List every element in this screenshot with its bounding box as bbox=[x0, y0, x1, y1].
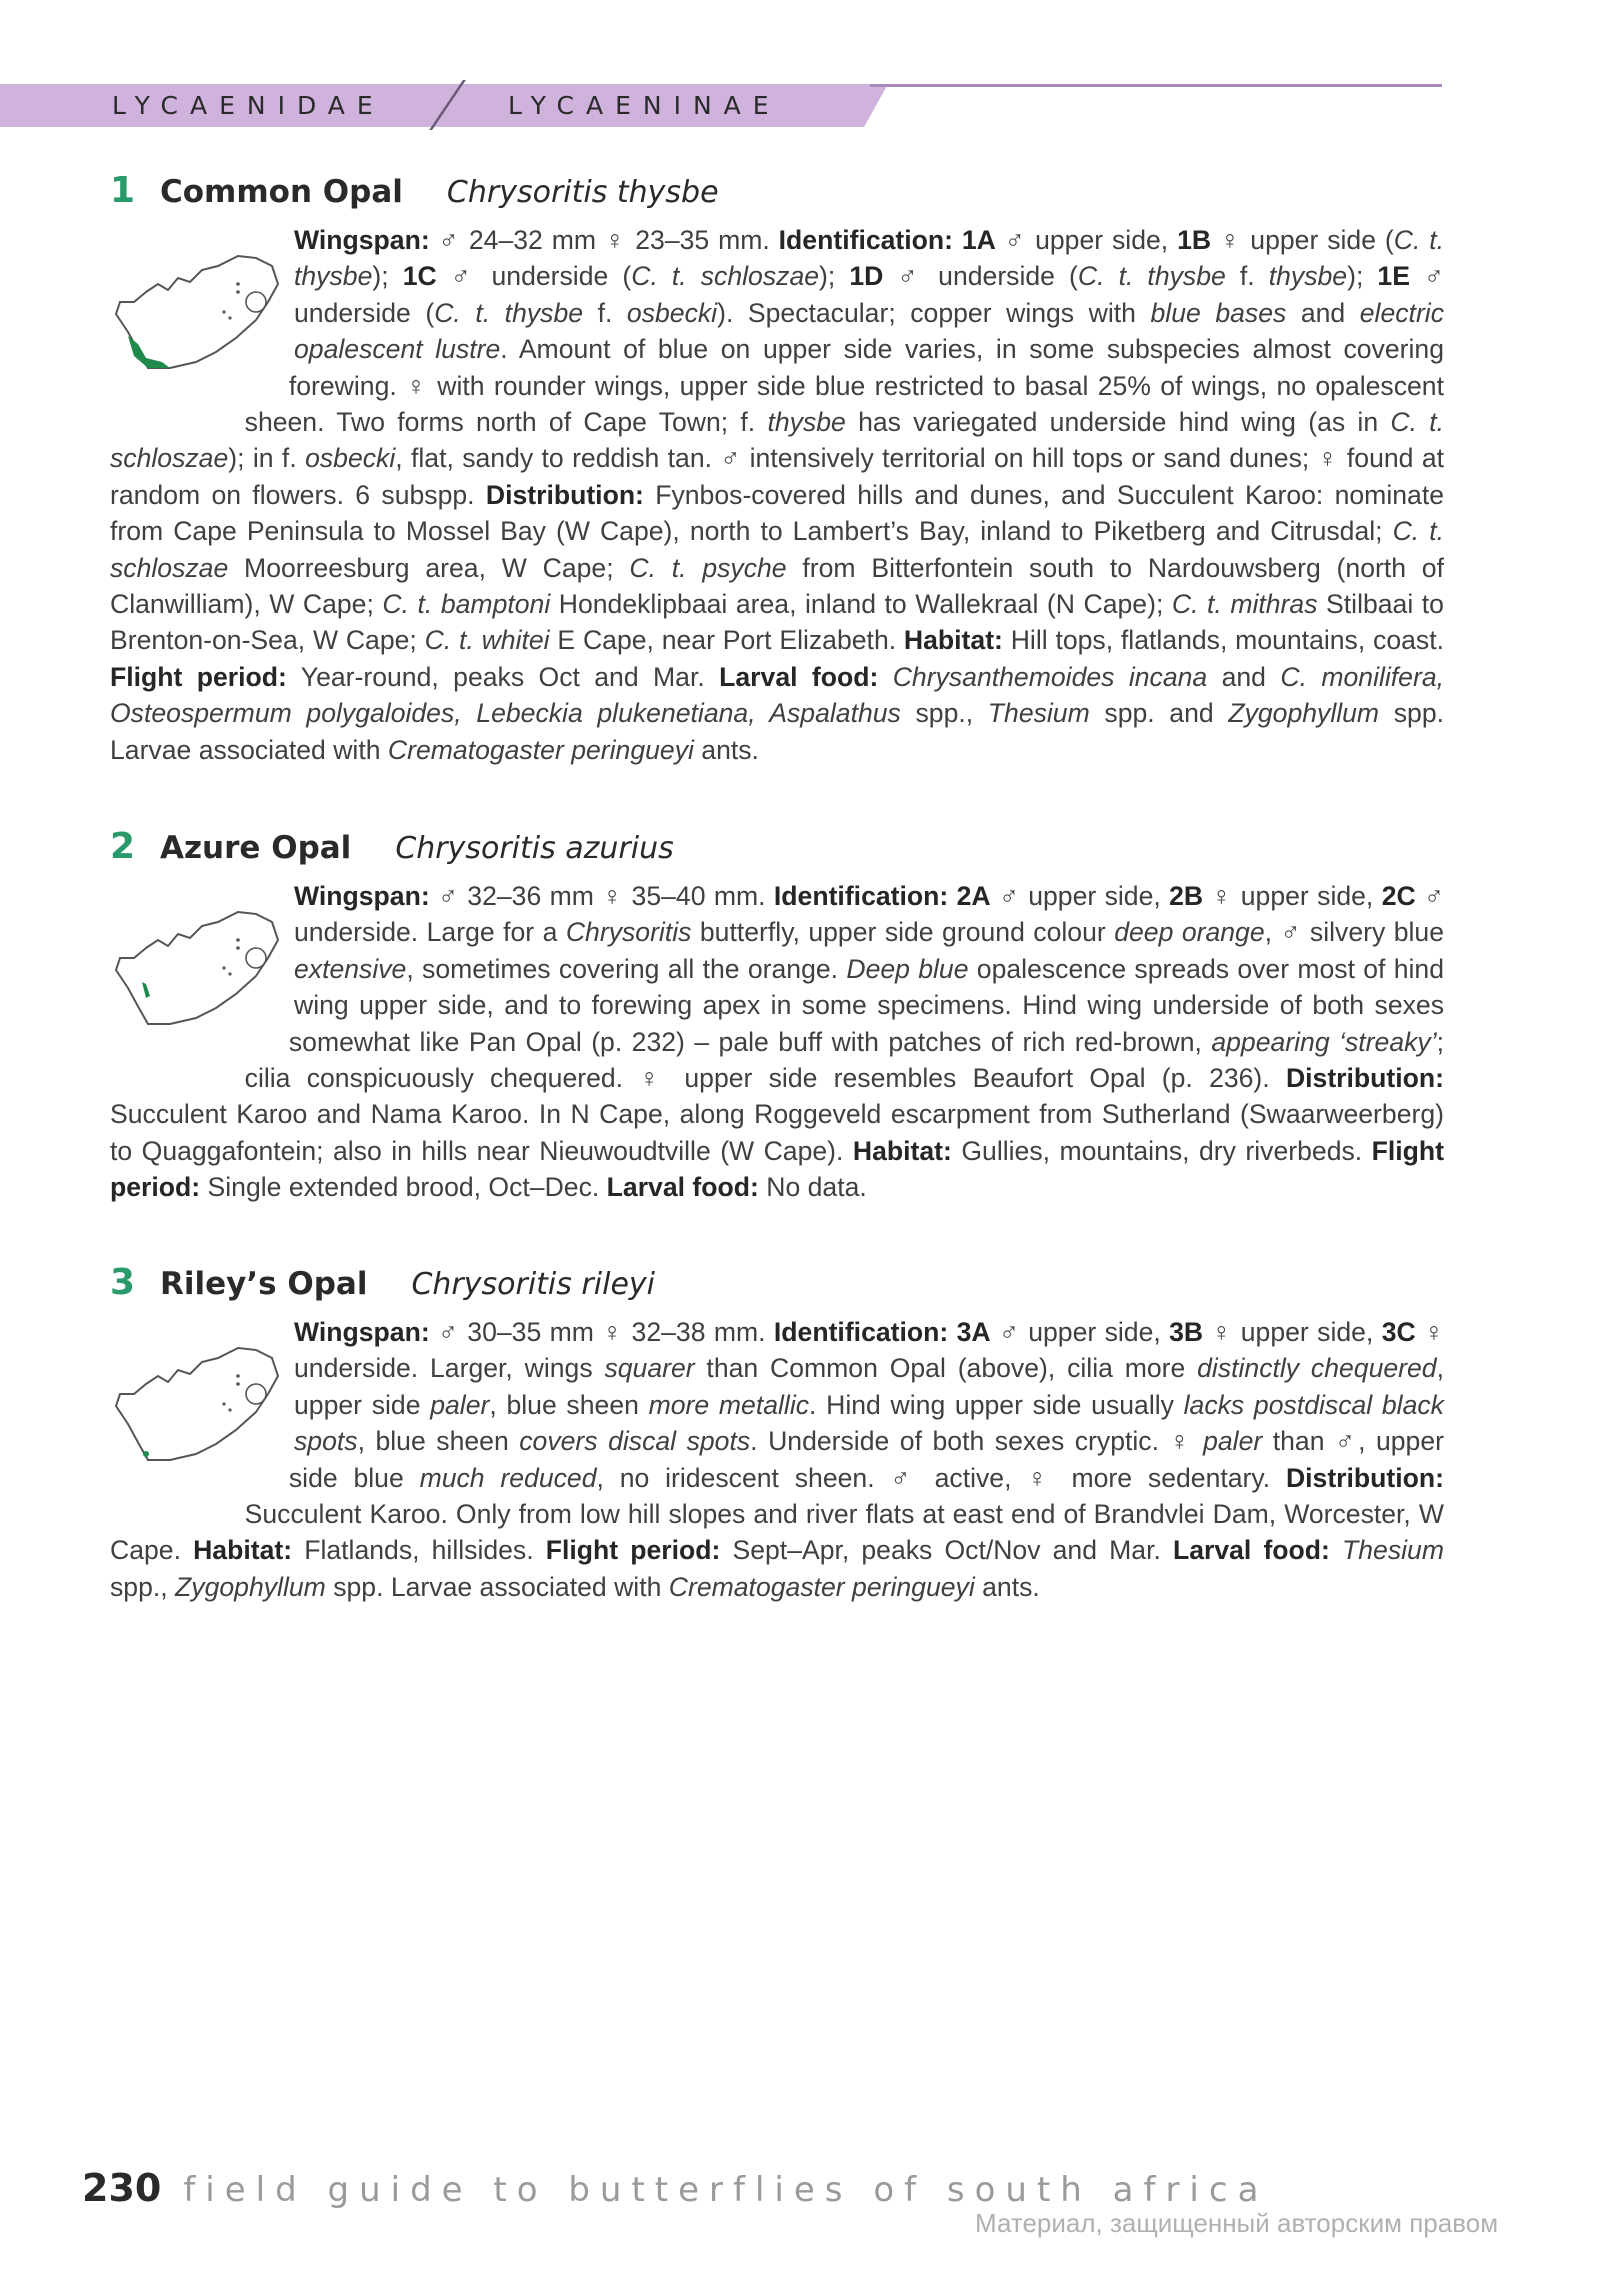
italic-term: C. t. psyche bbox=[629, 552, 787, 583]
text-run bbox=[878, 662, 892, 692]
text-run: spp., bbox=[900, 698, 988, 729]
field-label: 3B bbox=[1169, 1317, 1204, 1347]
italic-term: much reduced bbox=[419, 1462, 597, 1493]
text-run: ants. bbox=[974, 1571, 1040, 1602]
text-run: and bbox=[1207, 661, 1281, 692]
distribution-map bbox=[106, 900, 288, 1080]
text-run: ♂ underside ( bbox=[436, 261, 632, 292]
species-title bbox=[110, 170, 1444, 222]
text-run: , upper side bbox=[294, 1353, 1444, 1420]
text-run: ); bbox=[372, 261, 403, 292]
text-run: . Underside of both sexes cryptic. ♀ bbox=[750, 1426, 1204, 1457]
species-number: 1 bbox=[110, 170, 136, 211]
text-run: ); in f. bbox=[228, 443, 306, 474]
field-label: Wingspan: bbox=[294, 225, 430, 255]
species-entry bbox=[110, 170, 1444, 768]
field-label: 1B bbox=[1177, 225, 1212, 255]
field-label: 2C bbox=[1381, 881, 1416, 911]
italic-term: appearing ‘streaky’ bbox=[1211, 1026, 1437, 1057]
text-run: Moorreesburg area, W Cape; bbox=[228, 552, 630, 583]
text-run: Stilbaai to Brenton-on-Sea, W Cape; bbox=[110, 589, 1444, 656]
field-label: 3C bbox=[1381, 1317, 1416, 1347]
field-label: Identification: bbox=[773, 881, 949, 911]
text-run: ; cilia conspicuously chequered. ♀ upper side resembles Beaufort Opal (p. 236). bbox=[244, 1026, 1444, 1094]
page-footer bbox=[82, 2166, 1268, 2210]
text-run: , no iridescent sheen. ♂ active, ♀ more sedentary. bbox=[596, 1462, 1286, 1493]
field-label: 1C bbox=[402, 261, 437, 292]
field-label: Wingspan: bbox=[294, 1317, 430, 1347]
text-run: ). Spectacular; copper wings with bbox=[717, 297, 1151, 328]
field-label: Distribution: bbox=[1285, 1462, 1444, 1493]
italic-term: osbecki bbox=[305, 443, 396, 474]
text-run: Succulent Karoo. Only from low hill slopes and river flats at east end of Brandvlei Dam, Worcester, W Cape. bbox=[110, 1499, 1444, 1566]
subfamily-heading: LYCAENINAE bbox=[508, 91, 781, 120]
distribution-map bbox=[106, 244, 288, 424]
text-run: ♂ 24–32 mm ♀ 23–35 mm. bbox=[429, 225, 779, 255]
italic-term: distinctly chequered bbox=[1197, 1353, 1437, 1384]
text-run bbox=[948, 1317, 956, 1347]
text-run: spp. Larvae associated with bbox=[325, 1571, 669, 1602]
italic-term: extensive bbox=[294, 953, 407, 984]
common-name: Azure Opal bbox=[160, 830, 352, 866]
italic-term: paler bbox=[1203, 1426, 1263, 1457]
text-run: Hondeklipbaai area, inland to Wallekraal (N Cape); bbox=[550, 589, 1172, 620]
text-run: and bbox=[1286, 297, 1360, 328]
italic-term: Thesium bbox=[987, 698, 1090, 729]
text-run: . Hind wing upper side usually bbox=[809, 1389, 1184, 1420]
text-run: has variegated underside hind wing (as in bbox=[845, 407, 1391, 438]
field-label: Habitat: bbox=[903, 625, 1003, 656]
text-run: f. bbox=[1225, 261, 1269, 292]
italic-term: C. t. whitei bbox=[424, 625, 550, 656]
field-label: 1A bbox=[961, 225, 996, 255]
italic-term: blue bases bbox=[1150, 297, 1287, 328]
text-run: Succulent Karoo and Nama Karoo. In N Cape, along Roggeveld escarpment from Sutherland (Swaarweerberg) to Quaggafontein; also in hills near Nieuwoudtville (W Cape). bbox=[110, 1099, 1444, 1166]
text-run: spp. Larvae associated with bbox=[110, 698, 1444, 765]
field-label: Larval food: bbox=[719, 661, 879, 692]
species-title bbox=[110, 1262, 1444, 1314]
field-label: Flight period: bbox=[110, 1135, 1444, 1203]
field-label: Habitat: bbox=[193, 1535, 293, 1566]
text-run: No data. bbox=[758, 1172, 867, 1203]
text-run: from Bitterfontein south to Nardouwsberg (north of Clanwilliam), W Cape; bbox=[110, 552, 1444, 620]
text-run: , blue sheen bbox=[357, 1426, 520, 1457]
text-run: Fynbos-covered hills and dunes, and Succulent Karoo: nominate from Cape Peninsula to Mossel Bay (W Cape), north to Lambert’s Bay, inland to Piketberg and Citrusdal; bbox=[110, 479, 1445, 547]
text-run: , blue sheen bbox=[489, 1389, 649, 1420]
field-label: Identification: bbox=[778, 225, 953, 255]
italic-term: more metallic bbox=[648, 1389, 810, 1420]
species-description bbox=[110, 222, 1444, 768]
family-heading: LYCAENIDAE bbox=[112, 91, 385, 120]
text-run: f. bbox=[583, 297, 627, 328]
copyright-watermark: Материал, защищенный авторским правом bbox=[975, 2208, 1499, 2238]
text-run: spp. and bbox=[1089, 698, 1229, 729]
text-run: ♀ upper side, bbox=[1203, 881, 1382, 911]
field-label: Habitat: bbox=[852, 1135, 952, 1166]
italic-term: squarer bbox=[604, 1353, 695, 1384]
text-run: Single extended brood, Oct–Dec. bbox=[200, 1172, 607, 1203]
text-run: ); bbox=[1347, 261, 1378, 292]
field-label: 3A bbox=[956, 1317, 991, 1347]
text-run: , flat, sandy to reddish tan. ♂ intensively territorial on hill tops or sand dunes; ♀ found at random on flowers. 6 subspp. bbox=[110, 443, 1444, 510]
field-label: Wingspan: bbox=[294, 881, 430, 911]
text-run: ♀ underside. Larger, wings bbox=[294, 1317, 1444, 1384]
field-label: Larval food: bbox=[1172, 1535, 1330, 1566]
text-run: ); bbox=[819, 261, 850, 292]
italic-term: deep orange bbox=[1114, 917, 1265, 948]
text-run: than ♂, upper side blue bbox=[288, 1426, 1444, 1493]
italic-term: Chrysanthemoides incana bbox=[892, 661, 1208, 692]
text-run: , ♂ silvery blue bbox=[1264, 917, 1445, 948]
page-number: 230 bbox=[82, 2166, 162, 2210]
species-description bbox=[110, 878, 1444, 1206]
text-run: ♂ 32–36 mm ♀ 35–40 mm. bbox=[429, 881, 774, 911]
field-label: 2B bbox=[1169, 881, 1204, 911]
text-run: Hill tops, flatlands, mountains, coast. bbox=[1002, 625, 1445, 656]
text-run: ♂ underside. Large for a bbox=[294, 881, 1444, 948]
field-label: Flight period: bbox=[110, 661, 287, 692]
italic-term: thysbe bbox=[1268, 261, 1348, 292]
text-run: butterfly, upper side ground colour bbox=[691, 917, 1115, 948]
text-run: ♂ upper side, bbox=[990, 1317, 1170, 1347]
species-number: 3 bbox=[110, 1262, 136, 1303]
text-run: ♂ underside ( bbox=[294, 261, 1444, 328]
field-label: 2A bbox=[956, 881, 991, 911]
text-run: ♂ upper side, bbox=[990, 881, 1170, 911]
italic-term: Deep blue bbox=[846, 953, 969, 984]
distribution-map bbox=[106, 1336, 288, 1516]
text-run: . Amount of blue on upper side varies, in some subspecies almost covering forewing. ♀ with rounder wings, upper side blue restricted to basal 25% of wings, no opalescent sheen. Two forms north of Cape Town; f. bbox=[244, 334, 1444, 438]
text-run: Sept–Apr, peaks Oct/Nov and Mar. bbox=[720, 1535, 1173, 1566]
italic-term: lacks postdiscal black spots bbox=[294, 1389, 1444, 1457]
italic-term: C. t. mithras bbox=[1171, 589, 1318, 620]
italic-term: Zygophyllum bbox=[175, 1571, 326, 1602]
italic-term: thysbe bbox=[767, 407, 846, 438]
text-run bbox=[948, 881, 956, 911]
field-label: Flight period: bbox=[545, 1535, 721, 1566]
header-rule bbox=[870, 84, 1442, 87]
text-run: spp., bbox=[110, 1571, 176, 1602]
running-title: field guide to butterflies of south africa bbox=[183, 2170, 1269, 2210]
italic-term: C. t. thysbe bbox=[1077, 261, 1226, 292]
italic-term: C. t. schloszae bbox=[631, 261, 820, 292]
text-run: E Cape, near Port Elizabeth. bbox=[549, 625, 904, 656]
field-label: Identification: bbox=[773, 1317, 949, 1347]
text-run: , sometimes covering all the orange. bbox=[406, 953, 847, 984]
scientific-name: Chrysoritis rileyi bbox=[411, 1267, 655, 1302]
common-name: Riley’s Opal bbox=[160, 1266, 368, 1302]
species-entry bbox=[110, 826, 1444, 1206]
field-label: Larval food: bbox=[606, 1172, 759, 1203]
italic-term: C. t. thysbe bbox=[294, 225, 1444, 292]
text-run bbox=[1330, 1535, 1342, 1565]
italic-term: paler bbox=[430, 1389, 490, 1420]
italic-term: Crematogaster peringueyi bbox=[668, 1571, 975, 1602]
field-label: 1E bbox=[1377, 261, 1410, 292]
species-number: 2 bbox=[110, 826, 136, 867]
common-name: Common Opal bbox=[160, 174, 403, 210]
scientific-name: Chrysoritis thysbe bbox=[446, 175, 719, 210]
italic-term: C. t. thysbe bbox=[434, 297, 584, 328]
italic-term: C. t. bamptoni bbox=[382, 589, 551, 620]
italic-term: C. t. schloszae bbox=[110, 407, 1445, 474]
italic-term: C. monilifera, Osteospermum polygaloides, Lebeckia plukenetiana, Aspalathus bbox=[110, 661, 1445, 729]
text-run: ♂ underside ( bbox=[883, 261, 1078, 292]
text-run bbox=[953, 225, 962, 255]
text-run: opalescence spreads over most of hind wing upper side, and to forewing apex in some specimens. Hind wing underside of both sexes somewhat like Pan Opal (p. 232) – pale buff with patches of rich red-brown, bbox=[288, 953, 1445, 1057]
text-run: ♀ upper side, bbox=[1203, 1317, 1382, 1347]
field-label: 1D bbox=[849, 261, 884, 292]
text-run: Gullies, mountains, dry riverbeds. bbox=[951, 1135, 1372, 1166]
species-description bbox=[110, 1314, 1444, 1605]
italic-term: covers discal spots bbox=[519, 1426, 751, 1457]
text-run: ♂ upper side, bbox=[995, 225, 1178, 255]
italic-term: Crematogaster peringueyi bbox=[387, 734, 694, 765]
text-run: Year-round, peaks Oct and Mar. bbox=[286, 661, 720, 692]
text-run: ♀ upper side ( bbox=[1211, 225, 1394, 255]
italic-term: C. t. schloszae bbox=[110, 516, 1444, 583]
field-label: Distribution: bbox=[485, 479, 644, 510]
italic-term: Thesium bbox=[1342, 1535, 1444, 1566]
text-run: ants. bbox=[693, 734, 759, 765]
italic-term: osbecki bbox=[626, 297, 718, 328]
scientific-name: Chrysoritis azurius bbox=[395, 831, 674, 866]
text-run: than Common Opal (above), cilia more bbox=[694, 1353, 1198, 1384]
text-run: Flatlands, hillsides. bbox=[292, 1535, 546, 1566]
field-label: Distribution: bbox=[1285, 1063, 1444, 1094]
italic-term: electric opalescent lustre bbox=[294, 297, 1445, 365]
species-title bbox=[110, 826, 1444, 878]
species-entry bbox=[110, 1262, 1444, 1605]
text-run: ♂ 30–35 mm ♀ 32–38 mm. bbox=[429, 1317, 774, 1347]
italic-term: Chrysoritis bbox=[565, 917, 692, 948]
italic-term: Zygophyllum bbox=[1228, 698, 1380, 729]
